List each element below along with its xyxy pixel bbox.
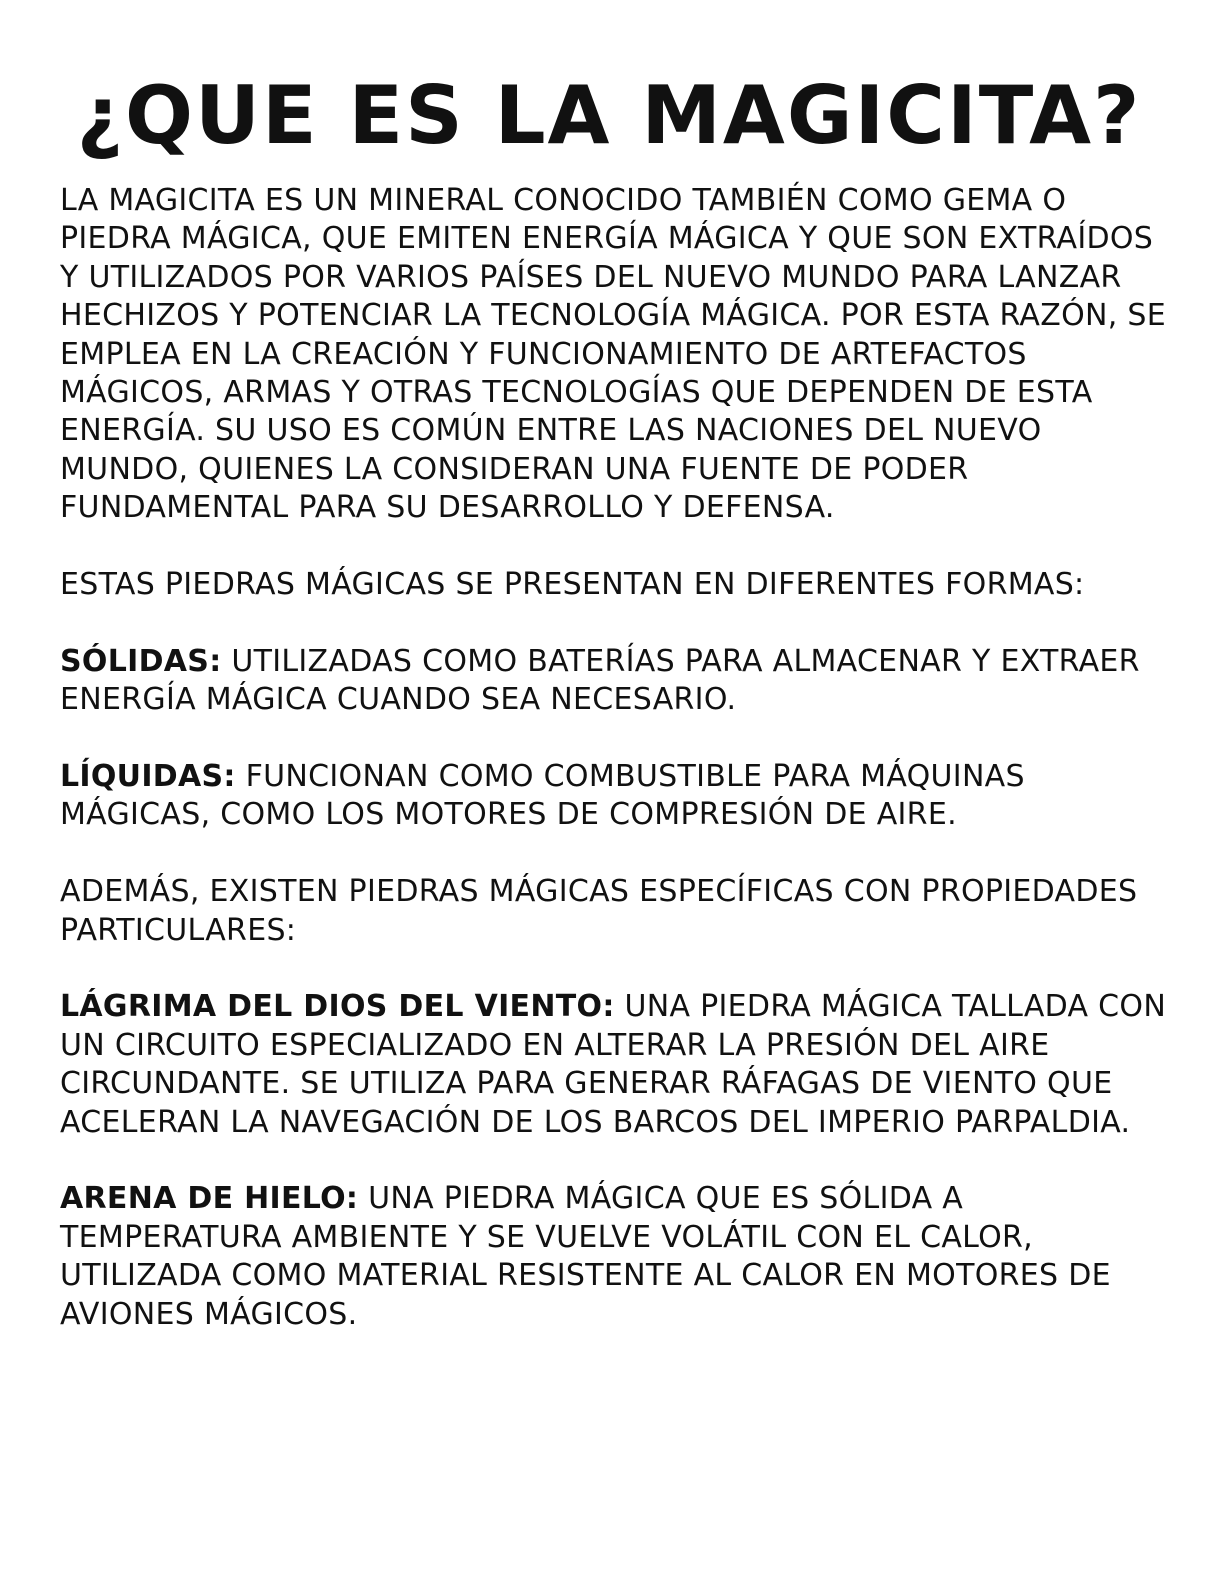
form-liquid-term: LÍQUIDAS: — [60, 759, 236, 795]
page-title: ¿QUE ES LA MAGICITA? — [76, 69, 1142, 162]
form-solid-term: SÓLIDAS: — [60, 643, 222, 679]
forms-intro-paragraph: ESTAS PIEDRAS MÁGICAS SE PRESENTAN EN DIFERENTES FORMAS: — [60, 567, 1085, 603]
form-solid-text: UTILIZADAS COMO BATERÍAS PARA ALMACENAR Y EXTRAER ENERGÍA MÁGICA CUANDO SEA NECESARIO. — [60, 643, 1140, 718]
specific-ice-sand-paragraph — [60, 1180, 1170, 1334]
document-body — [60, 182, 1170, 1334]
form-liquid-text: FUNCIONAN COMO COMBUSTIBLE PARA MÁQUINAS MÁGICAS, COMO LOS MOTORES DE COMPRESIÓN DE AIRE. — [60, 759, 1025, 833]
specific-wind-tear-text: UNA PIEDRA MÁGICA TALLADA CON UN CIRCUITO ESPECIALIZADO EN ALTERAR LA PRESIÓN DEL AIRE CIRCUNDANTE. SE UTILIZA PARA GENERAR RÁFAGAS DE VIENTO QUE ACELERAN LA NAVEGACIÓN DE LOS BARCOS DEL IMPERIO PARPALDIA. — [60, 989, 1167, 1140]
specific-wind-tear-term: LÁGRIMA DEL DIOS DEL VIENTO: — [60, 989, 615, 1025]
form-solid-paragraph — [60, 643, 1170, 720]
intro-paragraph: LA MAGICITA ES UN MINERAL CONOCIDO TAMBIÉN COMO GEMA O PIEDRA MÁGICA, QUE EMITEN ENERGÍA MÁGICA Y QUE SON EXTRAÍDOS Y UTILIZADOS POR VARIOS PAÍSES DEL NUEVO MUNDO PARA LANZAR HECHIZOS Y POTENCIAR LA TECNOLOGÍA MÁGICA. POR ESTA RAZÓN, SE EMPLEA EN LA CREACIÓN Y FUNCIONAMIENTO DE ARTEFACTOS MÁGICOS, ARMAS Y OTRAS TECNOLOGÍAS QUE DEPENDEN DE ESTA ENERGÍA. SU USO ES COMÚN ENTRE LAS NACIONES DEL NUEVO MUNDO, QUIENES LA CONSIDERAN UNA FUENTE DE PODER FUNDAMENTAL PARA SU DESARROLLO Y DEFENSA. — [60, 183, 1167, 526]
specific-intro-paragraph: ADEMÁS, EXISTEN PIEDRAS MÁGICAS ESPECÍFICAS CON PROPIEDADES PARTICULARES: — [60, 874, 1138, 948]
form-liquid-paragraph — [60, 758, 1170, 835]
specific-wind-tear-paragraph — [60, 988, 1170, 1142]
specific-ice-sand-term: ARENA DE HIELO: — [60, 1181, 359, 1217]
specific-ice-sand-text: UNA PIEDRA MÁGICA QUE ES SÓLIDA A TEMPERATURA AMBIENTE Y SE VUELVE VOLÁTIL CON EL CALOR, UTILIZADA COMO MATERIAL RESISTENTE AL CALOR EN MOTORES DE AVIONES MÁGICOS. — [60, 1181, 1111, 1332]
